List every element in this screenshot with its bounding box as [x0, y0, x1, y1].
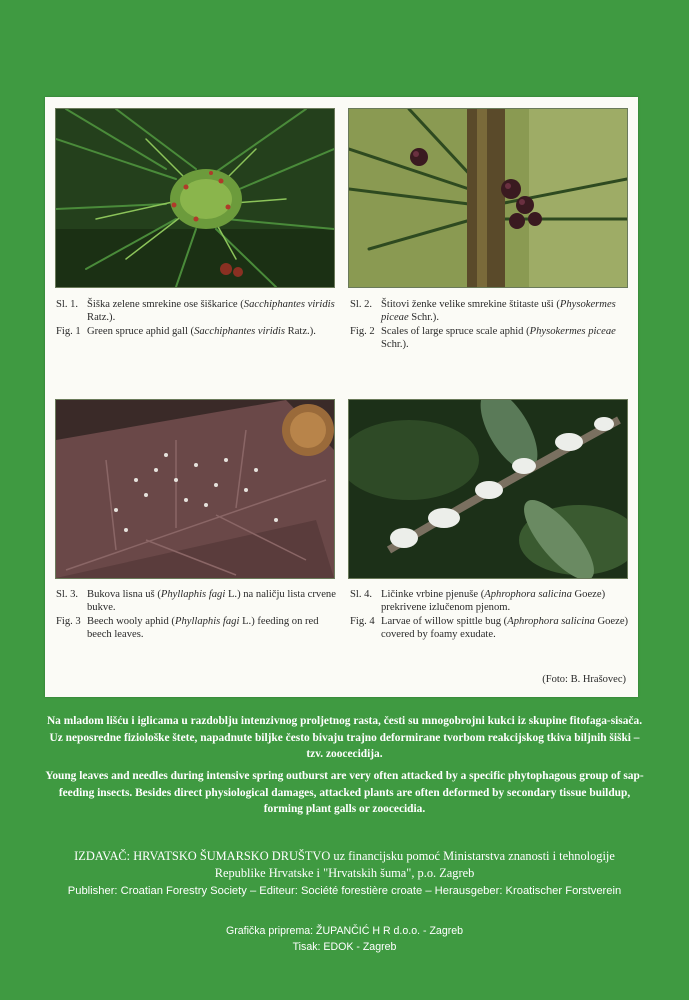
- photo-spruce-gall: [55, 108, 335, 288]
- publisher-croatian: IZDAVAČ: HRVATSKO ŠUMARSKO DRUŠTVO uz financijsku pomoć Ministarstva znanosti i tehnologije Republike Hrvatske i "Hrvatskih šuma", p.o. Zagreb: [74, 849, 615, 880]
- intro-text-english: Young leaves and needles during intensive spring outburst are very often attacked by a specific phytophagous group of sap-feeding insects. Besides direct physiological damages, attacked plants are often deformed by secondary tissue buildup, forming plant galls or zoocecidia.: [45, 770, 644, 815]
- print-credit: Tisak: EDOK - Zagreb: [292, 941, 397, 953]
- caption-fig-1: Sl. 1. Šiška zelene smrekine ose šiškarice (Sacchiphantes viridis Ratz.). Fig. 1 Green spruce aphid gall (Sacchiphantes viridis Ratz.).: [56, 299, 335, 338]
- photo-spittle-bug: [348, 399, 628, 579]
- caption-fig-2: Sl. 2. Štitovi ženke velike smrekine štitaste uši (Physokermes piceae Schr.). Fig. 2 Scales of large spruce scale aphid (Physokermes piceae Schr.).: [350, 299, 616, 350]
- caption-number-hr: Sl. 2.: [350, 299, 373, 310]
- photo-credit: (Foto: B. Hrašovec): [542, 674, 626, 685]
- photo-beech-aphid: [55, 399, 335, 579]
- caption-number-hr: Sl. 1.: [56, 299, 79, 310]
- intro-text-croatian: Na mladom lišću i iglicama u razdoblju intenzivnog proljetnog rasta, česti su mnogobrojni kukci iz skupine fitofaga-sisača. Uz neposredne fiziološke štete, napadnute biljke često bivaju trajno deformirane tvorbom reakcijskog tkiva biljnih šiški – tzv. zoocecidija.: [46, 715, 643, 760]
- publisher-international: Publisher: Croatian Forestry Society – Editeur: Société forestière croate – Herausgeber: Kroatischer Forstverein: [67, 885, 622, 897]
- caption-number-en: Fig. 1: [56, 326, 81, 338]
- figure-panel: [45, 97, 638, 697]
- caption-number-hr: Sl. 4.: [350, 589, 373, 600]
- caption-fig-3: Sl. 3. Bukova lisna uš (Phyllaphis fagi L.) na naličju lista crvene bukve. Fig. 3 Beech wooly aphid (Phyllaphis fagi L.) feeding on red beech leaves.: [56, 589, 336, 640]
- photo-spruce-scale: [348, 108, 628, 288]
- caption-number-en: Fig. 3: [56, 616, 81, 628]
- caption-number-hr: Sl. 3.: [56, 589, 79, 600]
- caption-number-en: Fig. 4: [350, 616, 375, 628]
- caption-fig-4: Sl. 4. Ličinke vrbine pjenuše (Aphrophora salicina Goeze) prekrivene izlučenom pjenom. Fig. 4 Larvae of willow spittle bug (Aphrophora salicina Goeze) covered by foamy exudate.: [350, 589, 629, 640]
- caption-number-en: Fig. 2: [350, 326, 375, 338]
- prepress-credit: Grafička priprema: ŽUPANČIĆ H R d.o.o. - Zagreb: [225, 925, 464, 937]
